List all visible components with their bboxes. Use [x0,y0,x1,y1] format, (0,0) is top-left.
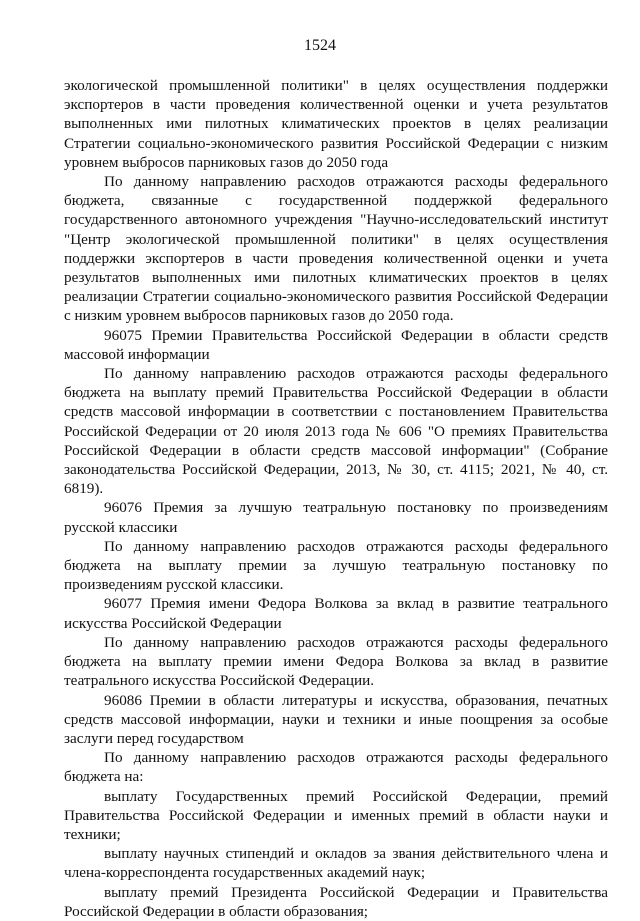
paragraph-2: По данному направлению расходов отражаются расходы федерального бюджета, связанные с государственной поддержкой федерального государственного автономного учреждения "Научно-исследовательский институт "Центр экологической промышленной политики" в целях осуществления поддержки экспортеров в части проведения количественной оценки и учета результатов выполненных ими пилотных климатических проектов в целях реализации Стратегии социально-экономического развития Российской Федерации с низким уровнем выбросов парниковых газов до 2050 года. [64,173,608,325]
document-body [64,76,608,921]
section-heading-96086: 96086 Премии в области литературы и искусства, образования, печатных средств массовой информации, науки и техники и иные поощрения за особые заслуги перед государством [64,691,608,747]
list-item-education-prizes: выплату премий Президента Российской Федерации и Правительства Российской Федерации в области образования; [64,883,608,920]
paragraph-96077-description: По данному направлению расходов отражаются расходы федерального бюджета на выплату премии имени Федора Волкова за вклад в развитие театрального искусства Российской Федерации. [64,633,608,690]
page-number: 1524 [304,37,336,54]
paragraph-96076-description: По данному направлению расходов отражаются расходы федерального бюджета на выплату премии за лучшую театральную постановку по произведениям русской классики. [64,537,608,594]
section-heading-96075: 96075 Премии Правительства Российской Федерации в области средств массовой информации [64,326,608,363]
section-heading-96076: 96076 Премия за лучшую театральную постановку по произведениям русской классики [64,499,608,536]
paragraph-1: экологической промышленной политики" в целях осуществления поддержки экспортеров в части проведения количественной оценки и учета результатов выполненных ими пилотных климатических проектов в целях реализации Стратегии социально-экономического развития Российской Федерации с низким уровнем выбросов парниковых газов до 2050 года [64,77,608,171]
list-item-state-prizes: выплату Государственных премий Российской Федерации, премий Правительства Российской Федерации и именных премий в области науки и техники; [64,787,608,843]
list-item-scientific-stipends: выплату научных стипендий и окладов за звания действительного члена и члена-корреспондента государственных академий наук; [64,845,608,882]
paragraph-96086-intro: По данному направлению расходов отражаются расходы федерального бюджета на: [64,749,608,786]
section-heading-96077: 96077 Премия имени Федора Волкова за вклад в развитие театрального искусства Российской Федерации [64,595,608,632]
paragraph-96075-description: По данному направлению расходов отражаются расходы федерального бюджета на выплату премий Правительства Российской Федерации в области средств массовой информации в соответствии с постановлением Правительства Российской Федерации от 20 июля 2013 года № 606 "О премиях Правительства Российской Федерации в области средств массовой информации" (Собрание законодательства Российской Федерации, 2013, № 30, ст. 4115; 2021, № 40, ст. 6819). [64,365,608,498]
